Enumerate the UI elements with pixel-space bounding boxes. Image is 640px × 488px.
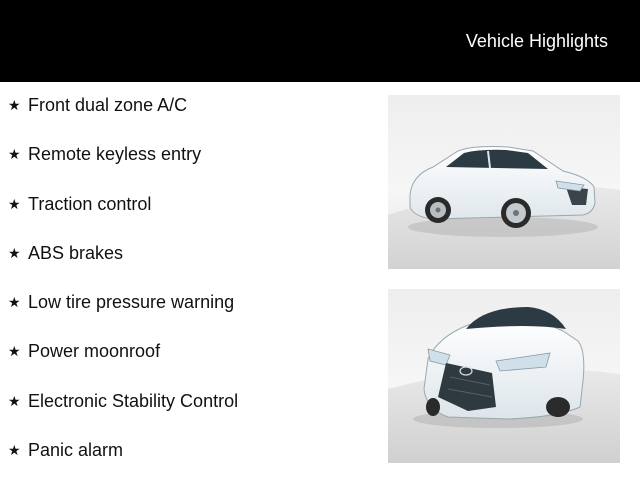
star-icon: ★	[8, 244, 21, 261]
feature-item	[8, 340, 378, 389]
car-front-illustration	[388, 289, 620, 463]
feature-item	[8, 390, 378, 439]
vehicle-photo-front	[388, 289, 620, 463]
feature-item	[8, 193, 378, 242]
feature-item	[8, 291, 378, 340]
feature-list	[8, 94, 378, 488]
feature-item	[8, 94, 378, 143]
star-icon: ★	[8, 146, 21, 163]
star-icon: ★	[8, 294, 21, 311]
star-icon: ★	[8, 195, 21, 212]
star-icon: ★	[8, 392, 21, 409]
feature-label: Power moonroof	[28, 341, 161, 362]
star-icon: ★	[8, 442, 21, 459]
feature-label: Electronic Stability Control	[28, 390, 239, 411]
feature-item	[8, 143, 378, 192]
star-icon: ★	[8, 343, 21, 360]
feature-label: Remote keyless entry	[28, 144, 202, 165]
feature-item	[8, 439, 378, 488]
feature-item	[8, 242, 378, 291]
star-icon: ★	[8, 97, 21, 113]
feature-label: Front dual zone A/C	[28, 95, 188, 115]
header-bar	[0, 0, 640, 82]
feature-label: Low tire pressure warning	[28, 292, 235, 313]
feature-label: Panic alarm	[28, 440, 124, 461]
vehicle-photo-side	[388, 95, 620, 269]
header-title: Vehicle Highlights	[465, 31, 608, 51]
feature-label: ABS brakes	[28, 242, 124, 263]
car-side-illustration	[388, 95, 620, 269]
feature-label: Traction control	[28, 193, 152, 214]
